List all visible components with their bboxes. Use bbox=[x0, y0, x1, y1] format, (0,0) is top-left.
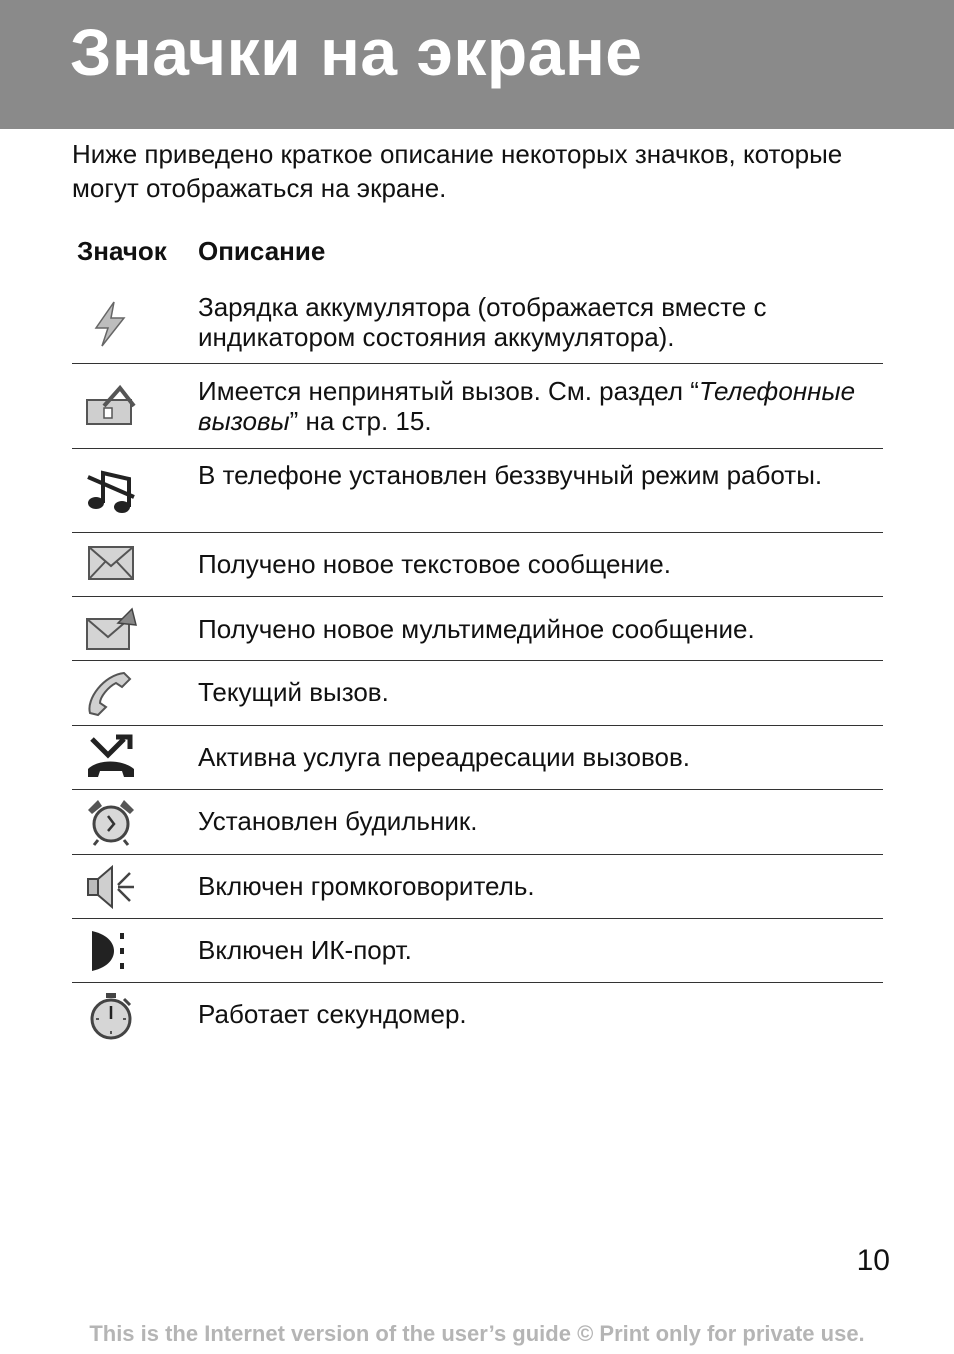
page-header bbox=[0, 0, 954, 129]
row-description: Получено новое мультимедийное сообщение. bbox=[198, 614, 755, 644]
battery-charging-icon bbox=[84, 300, 138, 348]
row-description: Активна услуга переадресации вызовов. bbox=[198, 742, 691, 772]
stopwatch-icon bbox=[84, 993, 138, 1041]
table-row bbox=[72, 919, 883, 983]
new-mms-icon bbox=[84, 605, 138, 653]
row-description: Включен громкоговоритель. bbox=[198, 871, 535, 901]
row-description: Работает секундомер. bbox=[198, 999, 467, 1029]
row-description: Текущий вызов. bbox=[198, 677, 389, 707]
row-description bbox=[198, 376, 878, 436]
table-row bbox=[72, 661, 883, 726]
row-link-title: Телефонные вызовы bbox=[198, 376, 856, 436]
infrared-port-icon bbox=[84, 927, 138, 975]
intro-paragraph: Ниже приведено краткое описание некоторых значков, которые могут отображаться на экране. bbox=[72, 139, 843, 203]
table-row bbox=[72, 983, 883, 1047]
table-row bbox=[72, 288, 883, 364]
new-sms-icon bbox=[84, 541, 138, 589]
row-text-before: Имеется непринятый вызов. См. раздел “ bbox=[198, 376, 699, 406]
alarm-clock-icon bbox=[84, 798, 138, 846]
row-description: Получено новое текстовое сообщение. bbox=[198, 549, 671, 579]
table-row bbox=[72, 449, 883, 533]
row-description: В телефоне установлен беззвучный режим работы. bbox=[198, 460, 823, 490]
row-description: Установлен будильник. bbox=[198, 806, 478, 836]
row-text-after: ” на стр. 15. bbox=[289, 406, 432, 436]
table-row bbox=[72, 855, 883, 919]
footer-notice: This is the Internet version of the user’s guide © Print only for private use. bbox=[89, 1321, 865, 1346]
table-row bbox=[72, 790, 883, 855]
table-row bbox=[72, 364, 883, 449]
table-row bbox=[72, 533, 883, 597]
loudspeaker-icon bbox=[84, 863, 138, 911]
missed-call-icon bbox=[84, 384, 138, 432]
column-header-description: Описание bbox=[198, 236, 326, 266]
call-forward-icon bbox=[84, 733, 138, 781]
table-row bbox=[72, 597, 883, 661]
ongoing-call-icon bbox=[84, 669, 138, 717]
page-number: 10 bbox=[856, 1244, 890, 1277]
silent-mode-icon bbox=[84, 467, 138, 515]
row-description: Зарядка аккумулятора (отображается вместе с индикатором состояния аккумулятора). bbox=[198, 292, 767, 352]
table-row bbox=[72, 726, 883, 790]
column-header-icon: Значок bbox=[77, 236, 167, 266]
row-description: Включен ИК-порт. bbox=[198, 935, 412, 965]
page-title: Значки на экране bbox=[70, 15, 643, 89]
